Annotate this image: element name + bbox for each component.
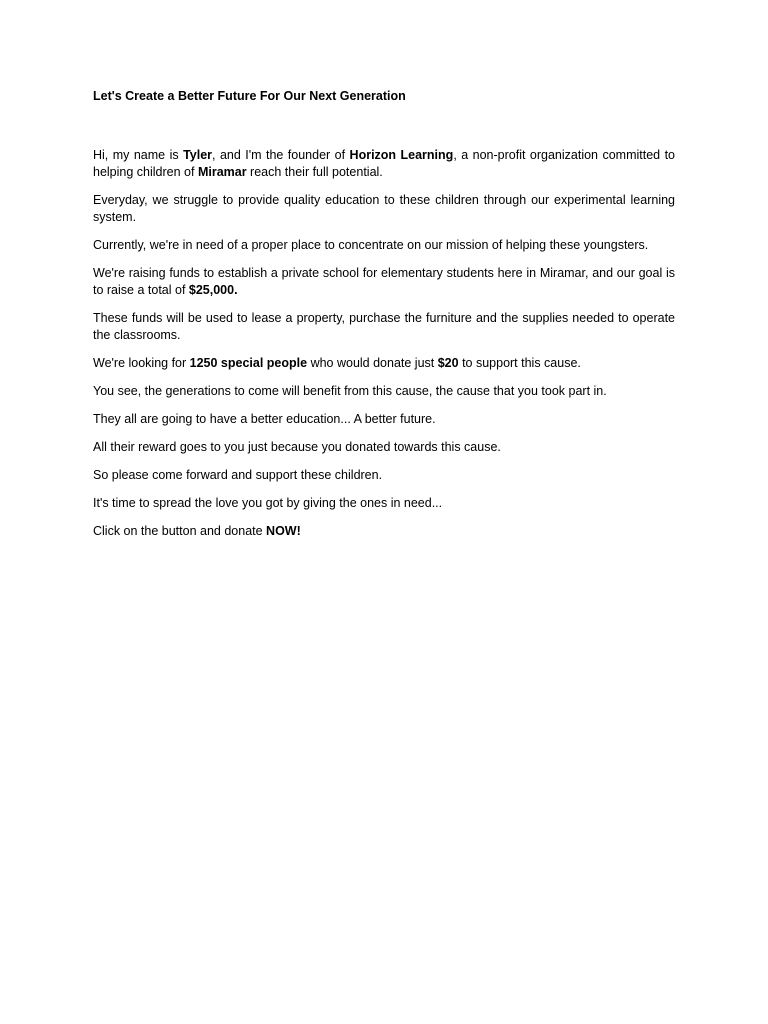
paragraph-struggle: Everyday, we struggle to provide quality education to these children through our experimental learning system. (93, 193, 675, 224)
paragraph-goal (93, 265, 675, 299)
intro-text-g: reach their full potential. (246, 165, 383, 179)
document-page (93, 87, 675, 551)
cta-now: NOW! (266, 524, 301, 538)
intro-text-c: , and I'm the founder of (212, 148, 350, 162)
organization-name: Horizon Learning (349, 148, 454, 162)
intro-text-a: Hi, my name is (93, 148, 184, 162)
goal-amount: $25,000. (188, 283, 238, 297)
looking-text-c: who would donate just (307, 356, 438, 370)
paragraph-spread-love: It's time to spread the love you got by giving the ones in need... (93, 496, 443, 510)
paragraph-call-to-action (93, 523, 675, 540)
people-count: 1250 special people (189, 356, 308, 370)
paragraph-generations: You see, the generations to come will benefit from this cause, the cause that you took part in. (93, 384, 607, 398)
paragraph-better-education: They all are going to have a better education... A better future. (93, 412, 436, 426)
looking-text-a: We're looking for (93, 356, 190, 370)
goal-text-a: We're raising funds to establish a private school for elementary students here in Miramar, and our goal is to raise a total of (93, 266, 675, 297)
cta-text-a: Click on the button and donate (93, 524, 267, 538)
city-name: Miramar (197, 165, 247, 179)
donation-amount: $20 (437, 356, 459, 370)
paragraph-reward: All their reward goes to you just because you donated towards this cause. (93, 440, 501, 454)
paragraph-intro (93, 147, 675, 181)
document-title: Let's Create a Better Future For Our Next Generation (93, 89, 406, 103)
looking-text-e: to support this cause. (458, 356, 581, 370)
paragraph-looking-for (93, 355, 675, 372)
paragraph-funds-use: These funds will be used to lease a property, purchase the furniture and the supplies needed to operate the classrooms. (93, 311, 675, 342)
intro-text-e: , a non-profit organization committed to helping children of (93, 148, 675, 179)
paragraph-need: Currently, we're in need of a proper place to concentrate on our mission of helping these youngsters. (93, 238, 649, 252)
paragraph-come-forward: So please come forward and support these children. (93, 468, 383, 482)
founder-name: Tyler (183, 148, 213, 162)
